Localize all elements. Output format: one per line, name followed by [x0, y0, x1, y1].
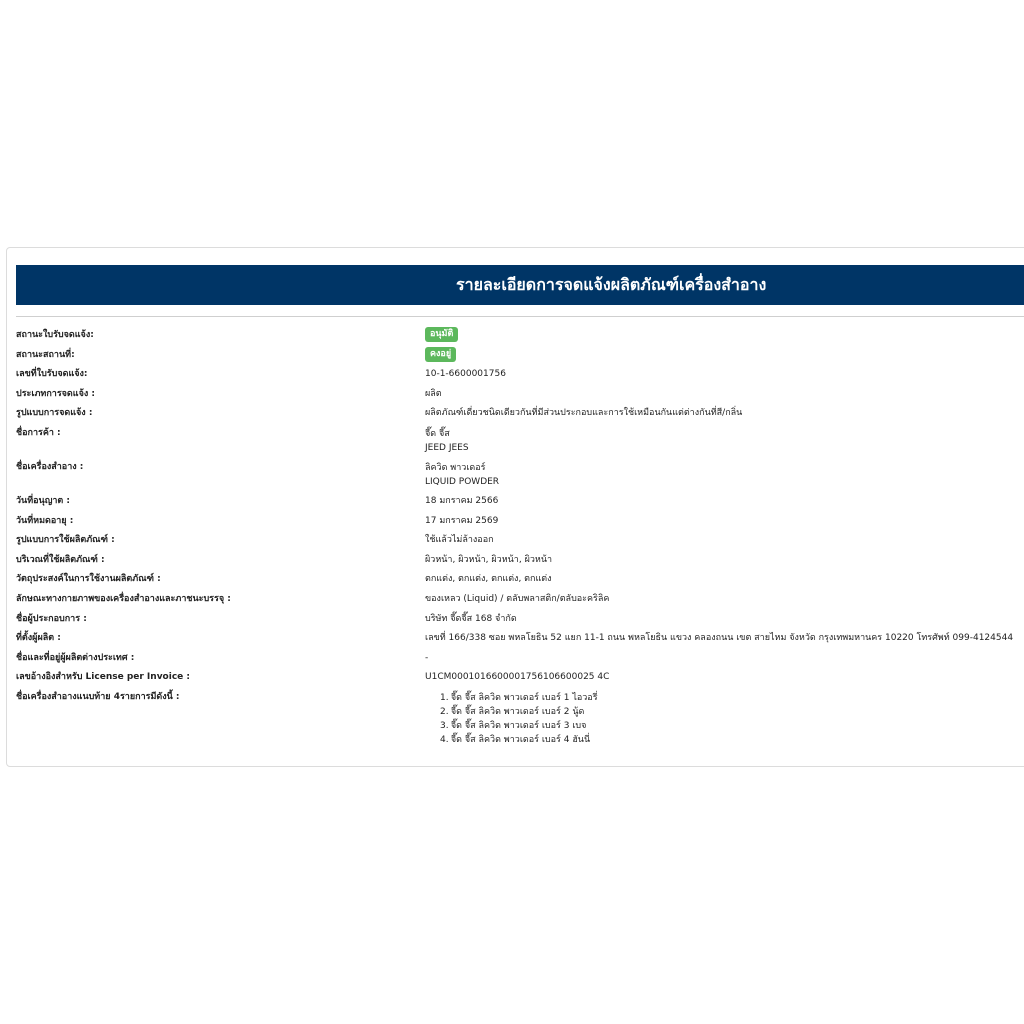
manufacturer-address-value: เลขที่ 166/338 ซอย พหลโยธิน 52 แยก 11-1 ถนน พหลโยธิน แขวง คลองถนน เขต สายไหม จังหวัด กรุงเทพมหานคร 10220 โทรศัพท์ 099-4124544 [425, 633, 1014, 644]
trade-name-en: JEED JEES [425, 442, 469, 453]
row-operator [16, 610, 1024, 630]
approve-date-label: วันที่อนุญาต : [16, 495, 70, 506]
license-status-label: สถานะใบรับจดแจ้ง: [16, 330, 94, 340]
physical-label: ลักษณะทางกายภาพของเครื่องสำอางและภาชนะบรรจุ : [16, 593, 231, 604]
row-cosmetic-name [16, 458, 1024, 492]
manufacturer-address-label: ที่ตั้งผู้ผลิต : [16, 633, 61, 644]
row-license-status [16, 326, 1024, 346]
operator-label: ชื่อผู้ประกอบการ : [16, 613, 87, 624]
row-manufacturer-address [16, 629, 1024, 649]
row-foreign-manufacturer [16, 649, 1024, 669]
location-status-badge: คงอยู่ [425, 347, 456, 362]
approve-date-value: 18 มกราคม 2566 [425, 495, 499, 506]
product-list [425, 688, 598, 747]
operator-value: บริษัท จี๊ดจี๊ส 168 จำกัด [425, 613, 517, 624]
invoice-ref-value: U1CM0001016600001756106600025 4C [425, 672, 610, 683]
physical-value: ของเหลว (Liquid) / ตลับพลาสติก/ตลับอะคริลิค [425, 593, 610, 604]
expire-date-value: 17 มกราคม 2569 [425, 515, 499, 526]
row-notify-type [16, 385, 1024, 405]
purpose-label: วัตถุประสงค์ในการใช้งานผลิตภัณฑ์ : [16, 574, 161, 585]
usage-area-value: ผิวหน้า, ผิวหน้า, ผิวหน้า, ผิวหน้า [425, 554, 553, 565]
notify-type-label: ประเภทการจดแจ้ง : [16, 388, 95, 399]
row-notify-form [16, 404, 1024, 424]
list-item: 3. จี๊ด จี๊ส ลิควิด พาวเดอร์ เบอร์ 3 เบจ [440, 720, 587, 731]
cosmetic-name-label: ชื่อเครื่องสำอาง : [16, 461, 84, 472]
row-purpose [16, 570, 1024, 590]
foreign-manufacturer-label: ชื่อและที่อยู่ผู้ผลิตต่างประเทศ : [16, 652, 135, 663]
notify-form-label: รูปแบบการจดแจ้ง : [16, 408, 93, 419]
row-invoice-ref [16, 668, 1024, 688]
product-list-label: ชื่อเครื่องสำอางแนบท้าย 4รายการมีดังนี้ : [16, 691, 180, 702]
divider [16, 316, 1024, 317]
row-usage-area [16, 551, 1024, 571]
row-location-status [16, 346, 1024, 366]
list-item: 2. จี๊ด จี๊ส ลิควิด พาวเดอร์ เบอร์ 2 นู้ด [440, 706, 585, 717]
usage-form-value: ใช้แล้วไม่ล้างออก [425, 535, 494, 546]
row-approve-date [16, 492, 1024, 512]
detail-card [6, 247, 1024, 767]
notify-type-value: ผลิต [425, 388, 442, 399]
row-physical [16, 590, 1024, 610]
header-bar [16, 265, 1024, 305]
detail-rows [16, 326, 1024, 747]
row-license-no [16, 365, 1024, 385]
row-expire-date [16, 512, 1024, 532]
license-status-badge: อนุมัติ [425, 327, 458, 342]
license-no-label: เลขที่ใบรับจดแจ้ง: [16, 369, 88, 380]
expire-date-label: วันที่หมดอายุ : [16, 515, 74, 526]
notify-form-value: ผลิตภัณฑ์เดี่ยวชนิดเดียวกันที่มีส่วนประกอบและการใช้เหมือนกันแต่ต่างกันที่สี/กลิ่น [425, 408, 743, 419]
license-no-value: 10-1-6600001756 [425, 369, 506, 380]
cosmetic-name-en: LIQUID POWDER [425, 476, 500, 487]
cosmetic-name-th: ลิควิด พาวเดอร์ [425, 462, 486, 473]
usage-form-label: รูปแบบการใช้ผลิตภัณฑ์ : [16, 535, 115, 546]
purpose-value: ตกแต่ง, ตกแต่ง, ตกแต่ง, ตกแต่ง [425, 574, 552, 585]
invoice-ref-label: เลขอ้างอิงสำหรับ License per Invoice : [16, 672, 190, 683]
page-title: รายละเอียดการจดแจ้งผลิตภัณฑ์เครื่องสำอาง [456, 275, 767, 294]
row-trade-name [16, 424, 1024, 458]
row-usage-form [16, 531, 1024, 551]
trade-name-th: จี๊ด จี๊ส [425, 428, 450, 439]
location-status-label: สถานะสถานที่: [16, 349, 75, 360]
list-item: 1. จี๊ด จี๊ส ลิควิด พาวเดอร์ เบอร์ 1 ไอวอรี่ [440, 692, 598, 703]
row-product-list [16, 688, 1024, 747]
foreign-manufacturer-value: - [425, 652, 429, 663]
usage-area-label: บริเวณที่ใช้ผลิตภัณฑ์ : [16, 554, 105, 565]
list-item: 4. จี๊ด จี๊ส ลิควิด พาวเดอร์ เบอร์ 4 ฮันนี่ [440, 734, 591, 745]
trade-name-label: ชื่อการค้า : [16, 427, 61, 438]
